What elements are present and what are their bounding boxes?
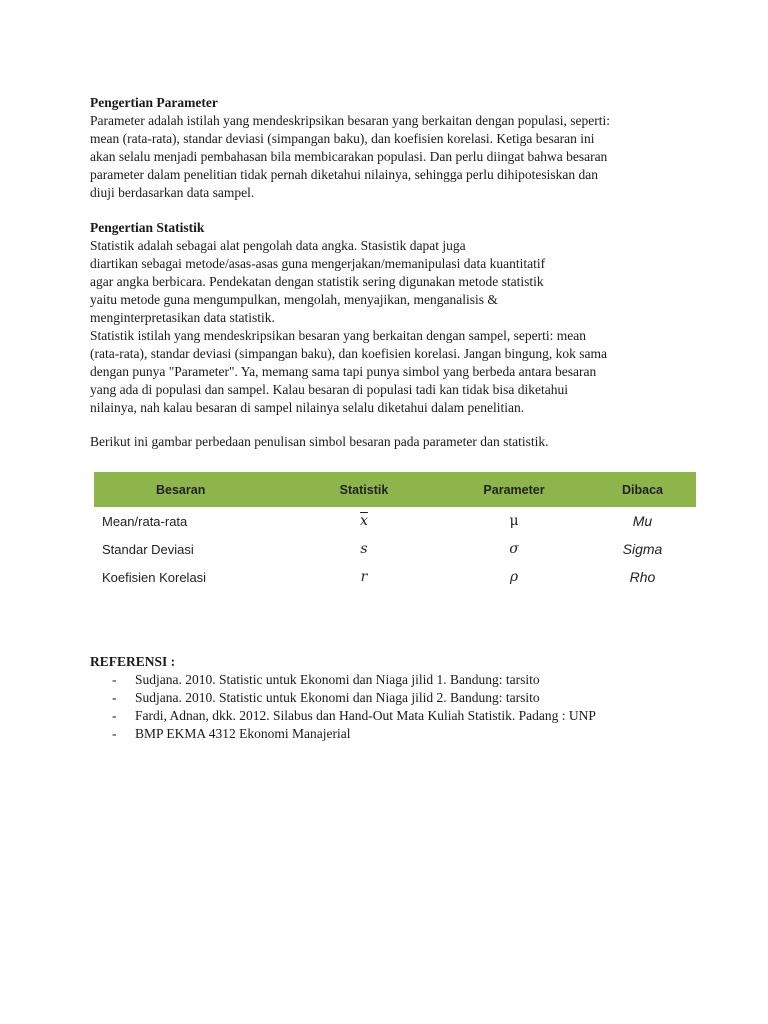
list-item — [90, 725, 690, 743]
paragraph-line: agar angka berbicara. Pendekatan dengan statistik sering digunakan metode statistik — [90, 274, 544, 289]
paragraph-line: Parameter adalah istilah yang mendeskripsikan besaran yang berkaitan dengan populasi, seperti: — [90, 113, 610, 128]
reference-text: Fardi, Adnan, dkk. 2012. Silabus dan Hand-Out Mata Kuliah Statistik. Padang : UNP — [135, 708, 596, 723]
paragraph-line: Statistik istilah yang mendeskripsikan besaran yang berkaitan dengan sampel, seperti: mean — [90, 328, 586, 343]
cell-statistik: $\overline{x}$ — [360, 513, 368, 529]
header-besaran: Besaran — [156, 482, 206, 497]
header-parameter: Parameter — [483, 482, 545, 497]
cell-statistik: s — [360, 541, 368, 557]
cell-besaran: Mean/rata-rata — [102, 513, 188, 529]
section-statistik — [90, 219, 690, 417]
cell-dibaca: Mu — [632, 513, 653, 529]
references-section — [90, 653, 690, 743]
paragraph-line: dengan punya "Parameter". Ya, memang sama tapi punya simbol yang berbeda antara besaran — [90, 364, 597, 379]
paragraph-line: diartikan sebagai metode/asas-asas guna mengerjakan/memanipulasi data kuantitatif — [90, 256, 546, 271]
bullet-dash: - — [112, 708, 117, 723]
reference-text: BMP EKMA 4312 Ekonomi Manajerial — [135, 726, 351, 741]
table-row — [94, 535, 696, 563]
cell-dibaca: Rho — [629, 569, 656, 585]
header-statistik: Statistik — [339, 482, 389, 497]
paragraph-line: yaitu metode guna mengumpulkan, mengolah, menyajikan, menganalisis & — [90, 292, 498, 307]
cell-besaran: Standar Deviasi — [102, 541, 194, 557]
bullet-dash: - — [112, 726, 117, 741]
list-item — [90, 707, 690, 725]
paragraph-line: akan selalu menjadi pembahasan bila membicarakan populasi. Dan perlu diingat bahwa besaran — [90, 149, 608, 164]
heading-statistik: Pengertian Statistik — [90, 220, 205, 235]
reference-text: Sudjana. 2010. Statistic untuk Ekonomi dan Niaga jilid 1. Bandung: tarsito — [135, 672, 540, 687]
list-item — [90, 671, 690, 689]
references-heading: REFERENSI : — [90, 654, 176, 669]
paragraph-line: nilainya, nah kalau besaran di sampel nilainya selalu diketahui dalam penelitian. — [90, 400, 525, 415]
table-row — [94, 563, 696, 591]
symbol-table — [94, 472, 696, 591]
paragraph-line: (rata-rata), standar deviasi (simpangan baku), dan koefisien korelasi. Jangan bingung, kok sama — [90, 346, 607, 361]
paragraph-line: menginterpretasikan data statistik. — [90, 310, 275, 325]
cell-parameter: μ — [509, 513, 519, 529]
cell-statistik: r — [360, 569, 368, 585]
paragraph-line: yang ada di populasi dan sampel. Kalau besaran di populasi tadi kan tidak bisa diketahui — [90, 382, 568, 397]
bullet-dash: - — [112, 672, 117, 687]
paragraph-line: diuji berdasarkan data sampel. — [90, 185, 255, 200]
section-parameter — [90, 94, 690, 202]
bullet-dash: - — [112, 690, 117, 705]
table-header — [94, 472, 696, 507]
cell-parameter: σ — [509, 541, 519, 557]
heading-parameter: Pengertian Parameter — [90, 95, 218, 110]
paragraph-line: parameter dalam penelitian tidak pernah diketahui nilainya, sehingga perlu dihipotesiskan dan — [90, 167, 598, 182]
table-row — [94, 507, 696, 535]
cell-dibaca: Sigma — [622, 541, 663, 557]
list-item — [90, 689, 690, 707]
paragraph-line: Statistik adalah sebagai alat pengolah data angka. Stasistik dapat juga — [90, 238, 466, 253]
reference-text: Sudjana. 2010. Statistic untuk Ekonomi dan Niaga jilid 2. Bandung: tarsito — [135, 690, 540, 705]
table-intro — [90, 433, 690, 451]
paragraph-line: mean (rata-rata), standar deviasi (simpangan baku), dan koefisien korelasi. Ketiga besaran ini — [90, 131, 595, 146]
cell-besaran: Koefisien Korelasi — [102, 569, 207, 585]
cell-parameter: ρ — [509, 569, 519, 585]
intro-text: Berikut ini gambar perbedaan penulisan simbol besaran pada parameter dan statistik. — [90, 434, 549, 449]
header-dibaca: Dibaca — [622, 482, 663, 497]
